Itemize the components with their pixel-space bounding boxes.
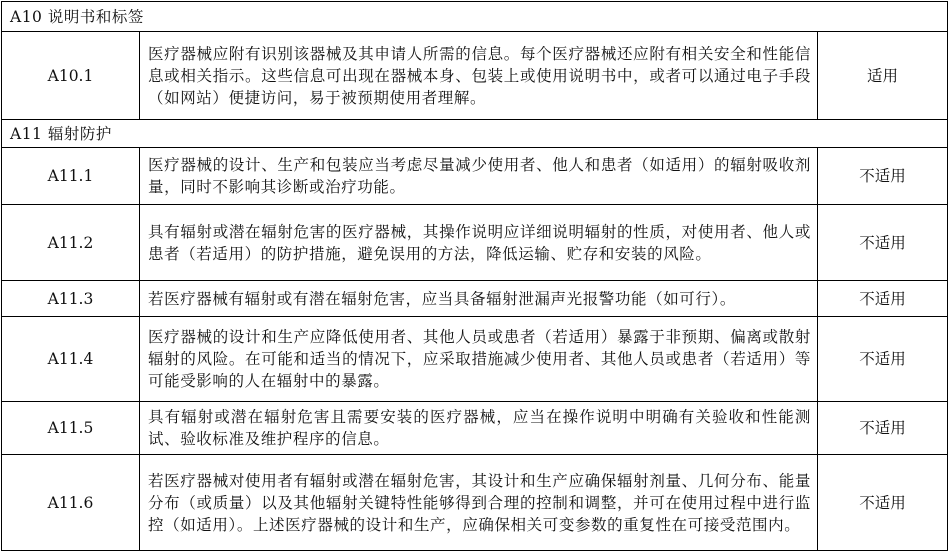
applicability-status: 适用 (818, 32, 948, 120)
table-row (2, 402, 948, 455)
clause-code: A10.1 (2, 32, 140, 120)
clause-text: 具有辐射或潜在辐射危害且需要安装的医疗器械，应当在操作说明中明确有关验收和性能测试、验收标准及维护程序的信息。 (140, 402, 818, 455)
clause-code: A11.1 (2, 148, 140, 205)
applicability-status: 不适用 (818, 455, 948, 551)
applicability-status: 不适用 (818, 281, 948, 317)
table-row (2, 455, 948, 551)
clause-code: A11.6 (2, 455, 140, 551)
clause-text: 医疗器械的设计、生产和包装应当考虑尽量减少使用者、他人和患者（如适用）的辐射吸收剂量，同时不影响其诊断或治疗功能。 (140, 148, 818, 205)
clause-code: A11.4 (2, 317, 140, 402)
applicability-status: 不适用 (818, 402, 948, 455)
applicability-status: 不适用 (818, 317, 948, 402)
table-row (2, 32, 948, 120)
table-row (2, 317, 948, 402)
clause-code: A11.2 (2, 205, 140, 281)
section-header-row (2, 2, 948, 32)
clause-code: A11.3 (2, 281, 140, 317)
section-header-row (2, 120, 948, 148)
section-heading: A10 说明书和标签 (2, 2, 948, 32)
requirements-table (1, 1, 948, 551)
clause-text: 具有辐射或潜在辐射危害的医疗器械，其操作说明应详细说明辐射的性质，对使用者、他人或患者（若适用）的防护措施，避免误用的方法，降低运输、贮存和安装的风险。 (140, 205, 818, 281)
applicability-status: 不适用 (818, 205, 948, 281)
clause-text: 医疗器械应附有识别该器械及其申请人所需的信息。每个医疗器械还应附有相关安全和性能信息或相关指示。这些信息可出现在器械本身、包装上或使用说明书中，或者可以通过电子手段（如网站）便捷访问，易于被预期使用者理解。 (140, 32, 818, 120)
clause-text: 医疗器械的设计和生产应降低使用者、其他人员或患者（若适用）暴露于非预期、偏离或散射辐射的风险。在可能和适当的情况下，应采取措施减少使用者、其他人员或患者（若适用）等可能受影响的人在辐射中的暴露。 (140, 317, 818, 402)
section-heading: A11 辐射防护 (2, 120, 948, 148)
applicability-status: 不适用 (818, 148, 948, 205)
table-row (2, 148, 948, 205)
clause-text: 若医疗器械有辐射或有潜在辐射危害，应当具备辐射泄漏声光报警功能（如可行）。 (140, 281, 818, 317)
table-row (2, 281, 948, 317)
table-row (2, 205, 948, 281)
clause-code: A11.5 (2, 402, 140, 455)
clause-text: 若医疗器械对使用者有辐射或潜在辐射危害，其设计和生产应确保辐射剂量、几何分布、能量分布（或质量）以及其他辐射关键特性能够得到合理的控制和调整，并可在使用过程中进行监控（如适用）。上述医疗器械的设计和生产，应确保相关可变参数的重复性在可接受范围内。 (140, 455, 818, 551)
